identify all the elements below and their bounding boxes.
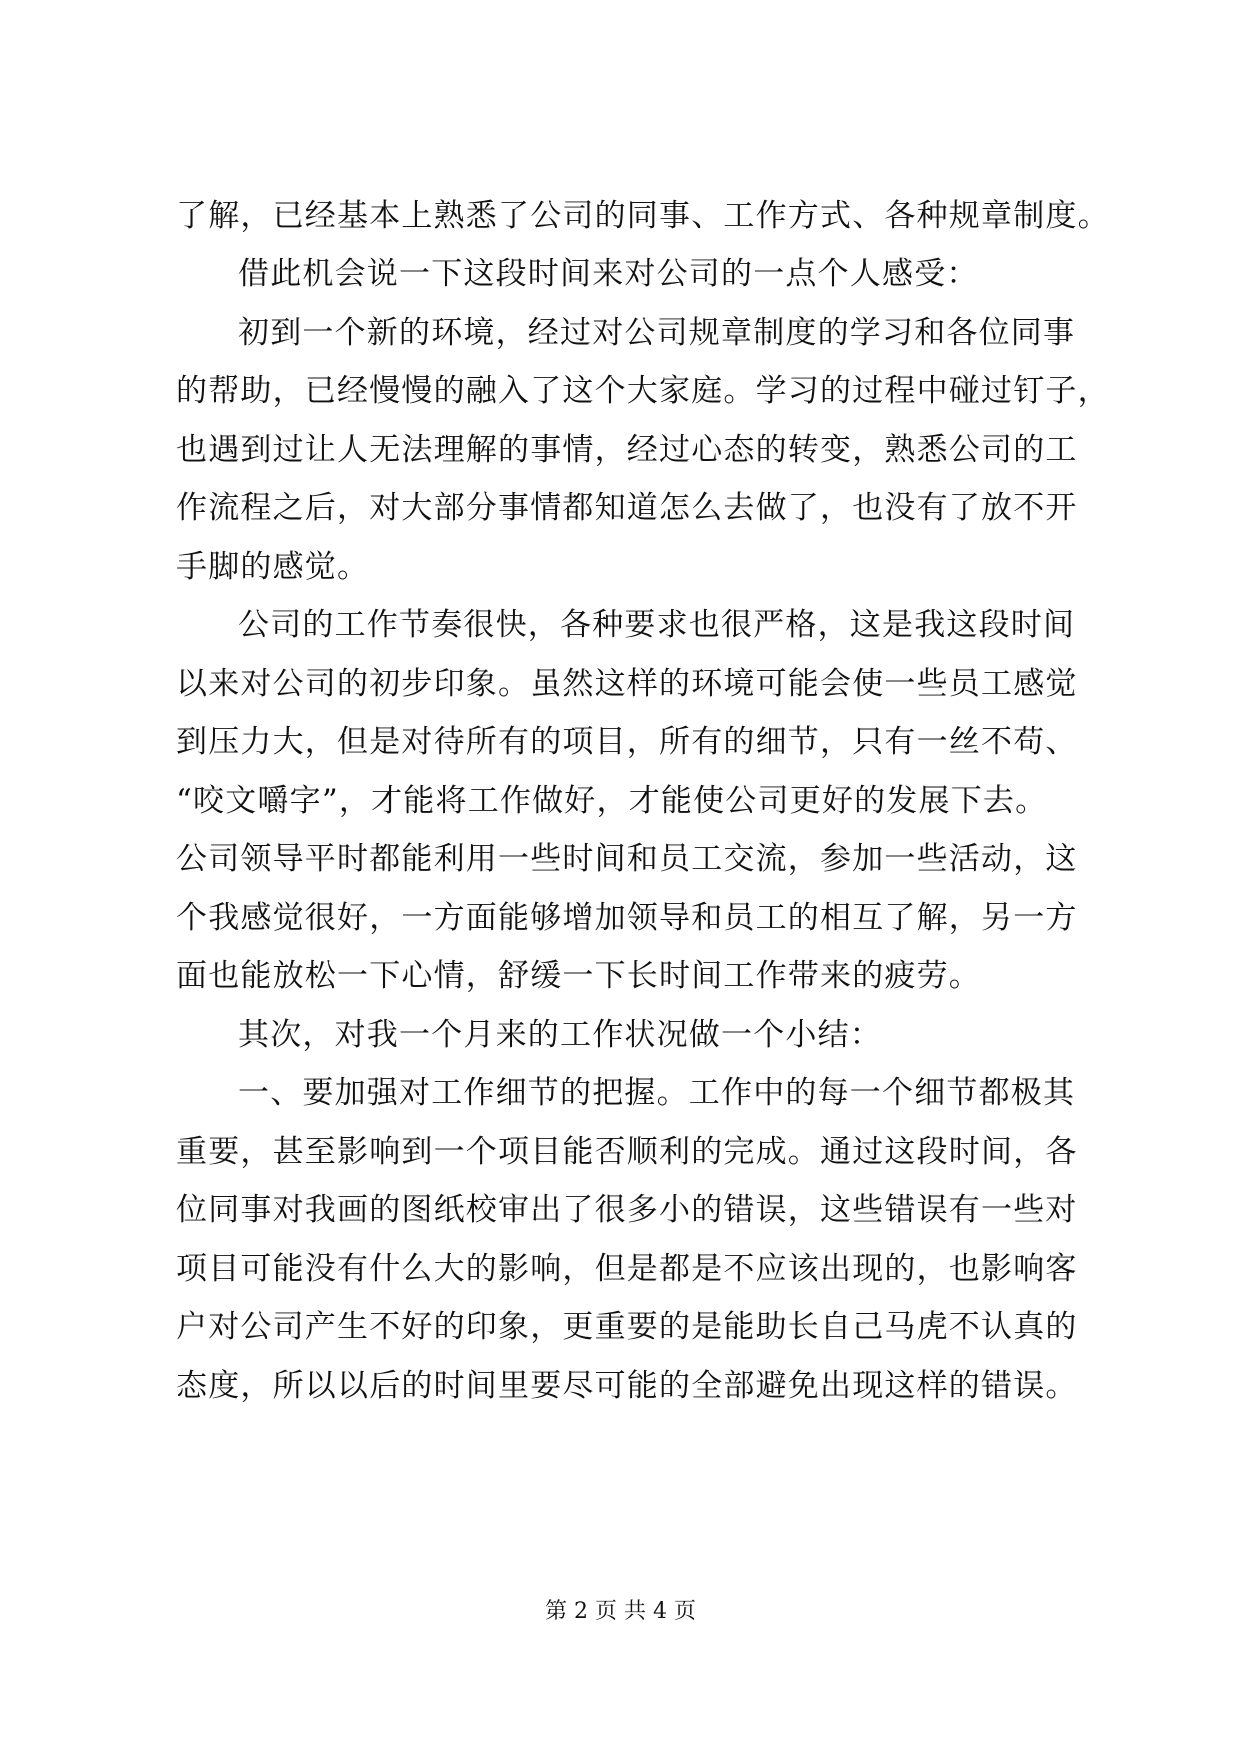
text-line-6: 作流程之后，对大部分事情都知道怎么去做了，也没有了放不开	[176, 490, 1078, 526]
text-line-18: 位同事对我画的图纸校审出了很多小的错误，这些错误有一些对	[176, 1192, 1078, 1228]
text-line-11: “咬文嚼字”，才能将工作做好，才能使公司更好的发展下去。	[176, 783, 1048, 819]
text-line-2: 借此机会说一下这段时间来对公司的一点个人感受：	[238, 256, 979, 292]
text-line-1: 了解，已经基本上熟悉了公司的同事、工作方式、各种规章制度。	[176, 198, 1110, 234]
text-line-19: 项目可能没有什么大的影响，但是都是不应该出现的，也影响客	[176, 1251, 1078, 1287]
text-line-17: 重要，甚至影响到一个项目能否顺利的完成。通过这段时间，各	[176, 1134, 1078, 1170]
text-line-13: 个我感觉很好，一方面能够增加领导和员工的相互了解，另一方	[176, 900, 1078, 936]
text-line-15: 其次，对我一个月来的工作状况做一个小结：	[238, 1017, 882, 1053]
text-line-7: 手脚的感觉。	[176, 549, 370, 585]
text-line-20: 户对公司产生不好的印象，更重要的是能助长自己马虎不认真的	[176, 1309, 1078, 1345]
text-line-9: 以来对公司的初步印象。虽然这样的环境可能会使一些员工感觉	[176, 666, 1078, 702]
text-line-3: 初到一个新的环境，经过对公司规章制度的学习和各位同事	[238, 315, 1076, 351]
text-line-16: 一、要加强对工作细节的把握。工作中的每一个细节都极其	[238, 1075, 1076, 1111]
text-line-14: 面也能放松一下心情，舒缓一下长时间工作带来的疲劳。	[176, 958, 981, 994]
text-line-4: 的帮助，已经慢慢的融入了这个大家庭。学习的过程中碰过钉子，	[176, 373, 1110, 409]
text-line-5: 也遇到过让人无法理解的事情，经过心态的转变，熟悉公司的工	[176, 432, 1078, 468]
text-line-21: 态度，所以以后的时间里要尽可能的全部避免出现这样的错误。	[176, 1368, 1078, 1404]
text-line-12: 公司领导平时都能利用一些时间和员工交流，参加一些活动，这	[176, 841, 1078, 877]
page-number-footer: 第 2 页 共 4 页	[545, 1599, 696, 1624]
text-line-8: 公司的工作节奏很快，各种要求也很严格，这是我这段时间	[238, 607, 1076, 643]
text-line-10: 到压力大，但是对待所有的项目，所有的细节，只有一丝不苟、	[176, 724, 1078, 760]
